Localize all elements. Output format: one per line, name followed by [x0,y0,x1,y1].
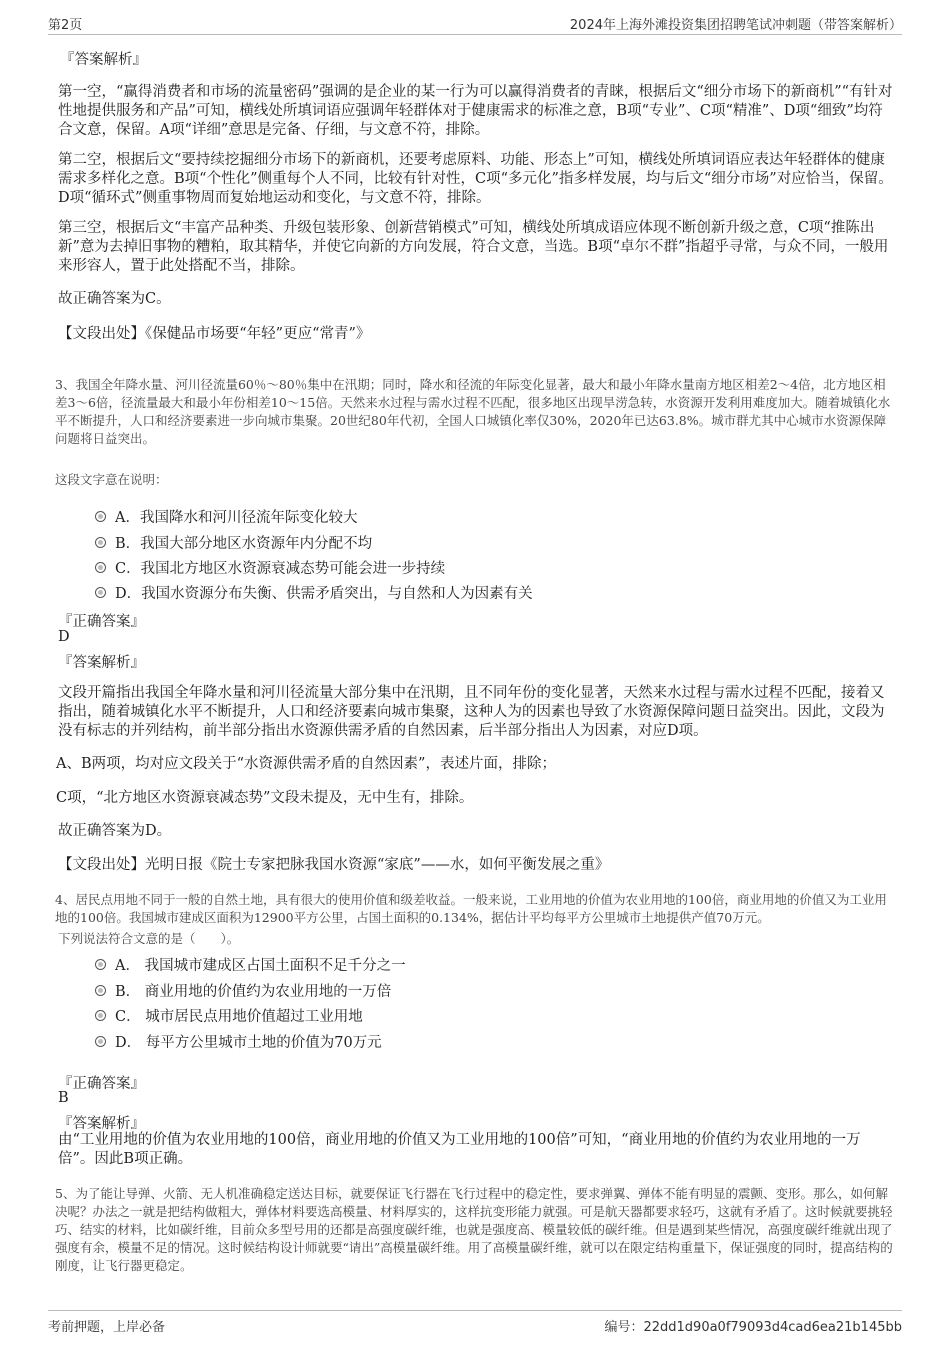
answer-conclusion: 故正确答案为D。 [58,823,172,839]
option-label: A． 我国城市建成区占国土面积不足千分之一 [115,958,406,974]
document-title: 2024年上海外滩投资集团招聘笔试冲刺题（带答案解析） [569,18,902,33]
analysis-paragraph: 第三空，根据后文“丰富产品种类、升级包装形象、创新营销模式”可知，横线处所填成语应体现不断创新升级之意，C项“推陈出新”意为去掉旧事物的糟粕，取其精华，并使它向新的方向发展，符合文意，当选。B项“卓尔不群”指超乎寻常，与众不同，一般用来形容人，置于此处搭配不当，排除。 [58,220,889,274]
footer-slogan: 考前押题，上岸必备 [48,1320,166,1335]
analysis-label: 『答案解析』 [58,1116,145,1132]
document-id: 编号：22dd1d90a0f79093d4cad6ea21b145bb [604,1320,902,1335]
analysis-paragraph: 由“工业用地的价值为农业用地的100倍，商业用地的价值又为工业用地的100倍”可知，“商业用地的价值约为农业用地的一万倍”。因此B项正确。 [58,1132,861,1167]
page-header [48,12,902,35]
analysis-label: 『答案解析』 [58,655,145,671]
answer-label: 『正确答案』 [58,1076,145,1092]
question-prompt: 下列说法符合文意的是（ ）。 [58,931,240,946]
analysis-paragraph: 第二空，根据后文“要持续挖掘细分市场下的新商机，还要考虑原料、功能、形态上”可知，横线处所填词语应表达年轻群体的健康需求多样化之意。B项“个性化”侧重每个人不同，比较有针对性，C项“多元化”指多样发展，均与后文“细分市场”对应恰当，保留。D项“循环式”侧重事物周而复始地运动和变化，与文意不符，排除。 [58,152,893,206]
radio-icon[interactable] [95,1036,106,1047]
analysis-paragraph: 第一空，“赢得消费者和市场的流量密码”强调的是企业的某一行为可以赢得消费者的青睐，根据后文“细分市场下的新商机”“有针对性地提供服务和产品”可知，横线处所填词语应强调年轻群体对于健康需求的标准之意，B项“专业”、C项“精准”、D项“细致”均符合文意，保留。A项“详细”意思是完备、仔细，与文意不符，排除。 [58,84,893,138]
page-footer [48,1310,902,1335]
analysis-paragraph: A、B两项，均对应文段关于“水资源供需矛盾的自然因素”，表述片面，排除； [56,756,556,772]
source-citation: 【文段出处】光明日报《院士专家把脉我国水资源“家底”——水，如何平衡发展之重》 [58,857,610,873]
question-stem: 5、为了能让导弹、火箭、无人机准确稳定送达目标，就要保证飞行器在飞行过程中的稳定性，要求弹翼、弹体不能有明显的震颤、变形。那么，如何解决呢？办法之一就是把结构做粗大，弹体材料要选高模量、材料厚实的，这样抗变形能力就强。可是航天器都要求轻巧，这就有矛盾了。这时候就要挑轻巧、结实的材料，比如碳纤维，目前众多型号用的还都是高强度碳纤维，也就是强度高、模量较低的碳纤维。但是遇到某些情况，高强度碳纤维就出现了强度有余，模量不足的情况。这时候结构设计师就要“请出”高模量碳纤维。用了高模量碳纤维，就可以在限定结构重量下，保证强度的同时，提高结构的刚度，让飞行器更稳定。 [55,1186,893,1273]
analysis-paragraph: C项，“北方地区水资源衰减态势”文段未提及，无中生有，排除。 [56,790,474,806]
option-label: B．我国大部分地区水资源年内分配不均 [115,536,373,552]
radio-icon[interactable] [95,959,106,970]
question-prompt: 这段文字意在说明： [55,472,168,487]
answer-label: 『正确答案』 [58,614,145,630]
question-stem: 3、我国全年降水量、河川径流量60％～80％集中在汛期；同时，降水和径流的年际变化显著，最大和最小年降水量南方地区相差2～4倍，北方地区相差3～6倍，径流量最大和最小年份相差10～15倍。天然来水过程与需水过程不匹配，很多地区出现旱涝急转，水资源开发利用难度加大。随着城镇化水平不断提升，人口和经济要素进一步向城市集聚。20世纪80年代初，全国人口城镇化率仅30%，2020年已达63.8%。城市群尤其中心城市水资源保障问题将日益突出。 [55,377,891,446]
source-citation: 【文段出处】《保健品市场要“年轻”更应“常青”》 [58,326,371,342]
radio-icon[interactable] [95,1010,106,1021]
analysis-label: 『答案解析』 [60,52,147,68]
correct-answer: D [58,629,70,645]
question-stem: 4、居民点用地不同于一般的自然土地，具有很大的使用价值和级差收益。一般来说，工业用地的价值为农业用地的100倍，商业用地的价值又为工业用地的100倍。我国城市建成区面积为12900平方公里，占国土面积的0.134%，据估计平均每平方公里城市土地提供产值70万元。 [55,892,887,925]
correct-answer: B [58,1090,69,1106]
analysis-paragraph: 文段开篇指出我国全年降水量和河川径流量大部分集中在汛期，且不同年份的变化显著，天然来水过程与需水过程不匹配，接着又指出，随着城镇化水平不断提升，人口和经济要素向城市集聚，这种人为的因素也导致了水资源保障问题日益突出。因此，文段为没有标志的并列结构，前半部分指出水资源供需矛盾的自然因素，后半部分指出人为因素，对应D项。 [58,685,885,739]
option-label: B． 商业用地的价值约为农业用地的一万倍 [115,984,392,1000]
option-label: C．我国北方地区水资源衰减态势可能会进一步持续 [115,561,446,577]
page-number: 第2页 [48,18,83,33]
radio-icon[interactable] [95,587,106,598]
answer-conclusion: 故正确答案为C。 [58,291,171,307]
radio-icon[interactable] [95,511,106,522]
option-label: D．我国水资源分布失衡、供需矛盾突出，与自然和人为因素有关 [115,586,533,602]
option-label: A．我国降水和河川径流年际变化较大 [115,510,358,526]
radio-icon[interactable] [95,562,106,573]
option-label: D． 每平方公里城市土地的价值为70万元 [115,1035,382,1051]
option-label: C． 城市居民点用地价值超过工业用地 [115,1009,363,1025]
radio-icon[interactable] [95,985,106,996]
radio-icon[interactable] [95,537,106,548]
